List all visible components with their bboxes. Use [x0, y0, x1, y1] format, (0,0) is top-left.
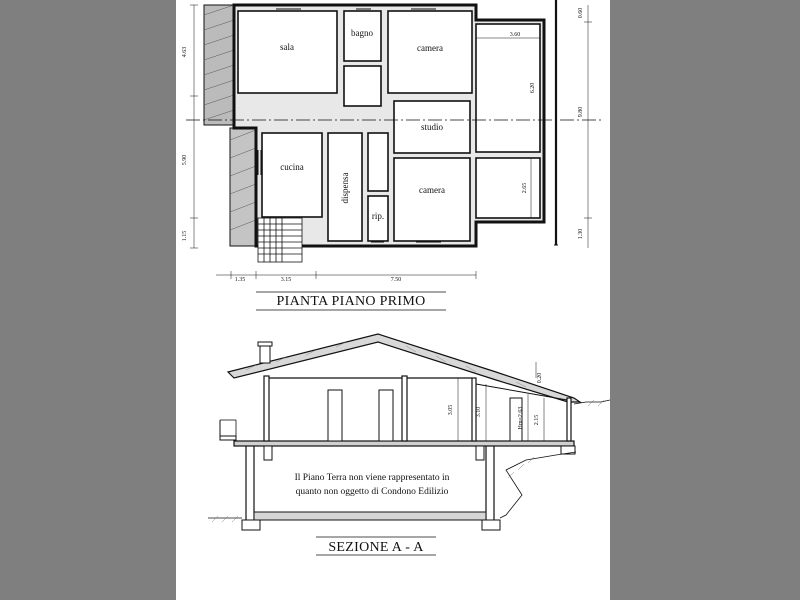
room-small-right — [476, 158, 540, 218]
dim-right-top: 0.60 — [578, 7, 584, 19]
floor-slab — [234, 441, 574, 446]
stairs — [258, 218, 302, 262]
dim-left-lower: 1.15 — [182, 230, 188, 242]
terrace-hatch — [204, 5, 234, 125]
dim-right-bottom: 1.30 — [578, 228, 584, 240]
dim-height-b: 3.10 — [476, 406, 482, 418]
chimney — [260, 345, 270, 363]
room-camera-bottom — [394, 158, 470, 241]
dim-roof-offset: 0.20 — [537, 372, 543, 384]
dim-left-upper: 4.63 — [182, 46, 188, 58]
label-camera-bottom: camera — [419, 185, 445, 195]
room-cucina — [262, 133, 322, 217]
room-hall — [344, 66, 381, 106]
dim-top-width: 3.60 — [509, 32, 521, 38]
room-corridor — [368, 133, 388, 191]
floor-plan — [186, 0, 601, 279]
drawing-sheet — [176, 0, 610, 600]
dim-height-main: 3.05 — [448, 404, 454, 416]
label-sala: sala — [280, 42, 294, 52]
label-dispensa: dispensa — [340, 172, 350, 204]
dim-height-med: Hm=2.63 — [518, 406, 524, 430]
dim-small-room: 2.65 — [522, 182, 528, 194]
section-dimension-labels — [448, 373, 543, 430]
dim-inner-height: 6.20 — [530, 82, 536, 94]
label-camera-top: camera — [417, 43, 443, 53]
dim-bottom-a: 1.35 — [234, 277, 246, 283]
dim-left-middle: 5.90 — [182, 154, 188, 166]
label-bagno: bagno — [351, 28, 373, 38]
label-rip: rip. — [371, 211, 385, 221]
plan-title: PIANTA PIANO PRIMO — [276, 294, 426, 309]
section-title: SEZIONE A - A — [328, 540, 424, 555]
dim-bottom-c: 7.50 — [390, 277, 402, 283]
section-note-line-2: quanto non oggetto di Condono Edilizio — [295, 487, 449, 497]
label-studio: studio — [420, 122, 444, 132]
dim-height-low: 2.15 — [534, 414, 540, 426]
label-cucina: cucina — [280, 162, 304, 172]
room-sala — [238, 11, 337, 93]
dim-right-total: 9.80 — [578, 106, 584, 118]
dim-bottom-b: 3.15 — [280, 277, 292, 283]
section-drawing — [208, 334, 610, 530]
section-note-line-1: Il Piano Terra non viene rappresentato in — [294, 473, 450, 483]
architectural-drawing — [176, 0, 610, 600]
